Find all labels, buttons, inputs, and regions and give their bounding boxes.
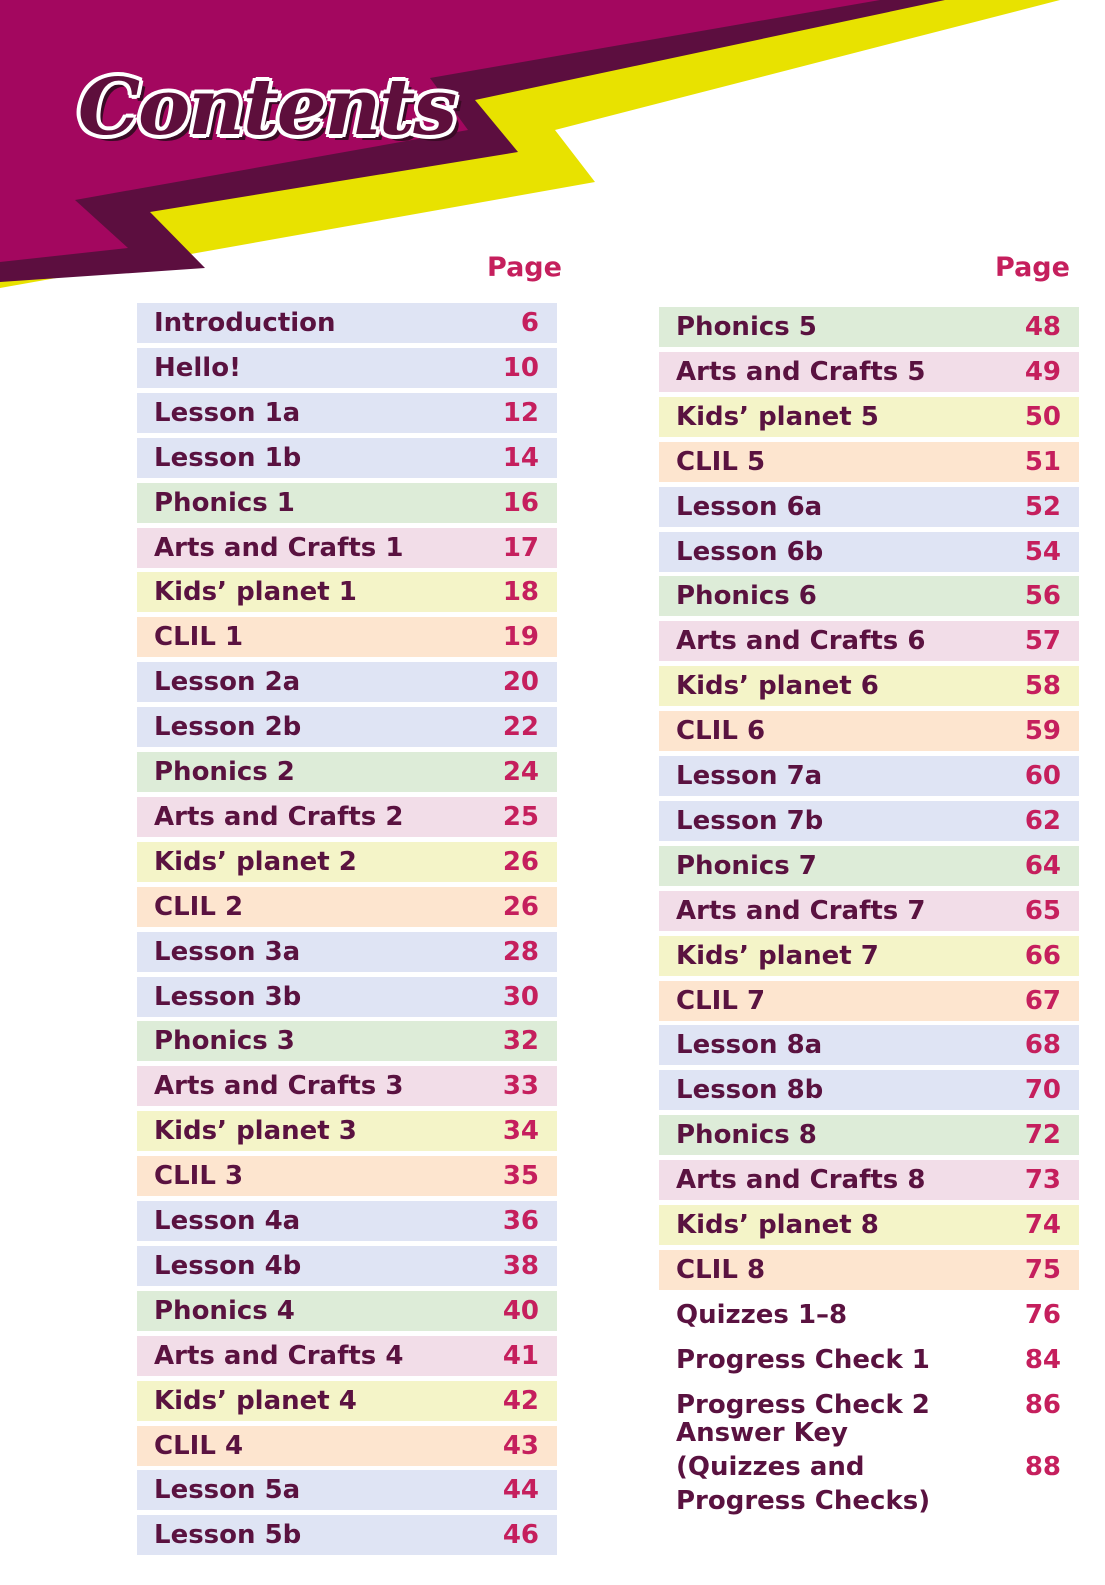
contents-row-label: Kids’ planet 7 [676,940,879,971]
contents-row-label: Quizzes 1–8 [676,1299,848,1330]
contents-row [137,662,557,702]
contents-row [659,1340,1079,1380]
contents-row-label: Phonics 6 [676,581,817,612]
contents-row [659,1160,1079,1200]
contents-row-label: Lesson 7a [676,761,823,791]
contents-row [137,348,557,388]
contents-row-page-number: 59 [1024,716,1061,747]
contents-row-page-number: 41 [502,1340,539,1371]
contents-row-label: Lesson 2b [154,712,302,743]
contents-row [137,707,557,747]
contents-row-label: Arts and Crafts 3 [154,1071,404,1102]
contents-row-page-number: 17 [502,532,539,563]
contents-row-label: CLIL 4 [154,1430,244,1461]
contents-row-page-number: 75 [1024,1254,1061,1285]
contents-row-page-number: 24 [502,757,539,787]
contents-row-page-number: 62 [1024,805,1061,836]
contents-row-label: Lesson 2a [154,667,301,698]
contents-row-label: Kids’ planet 6 [676,671,879,702]
contents-row [137,483,557,523]
contents-row-page-number: 33 [502,1071,539,1102]
contents-row-page-number: 16 [502,487,539,518]
contents-row-page-number: 66 [1024,940,1061,971]
contents-row [137,617,557,657]
contents-row-page-number: 30 [502,981,539,1012]
contents-row-label: Lesson 6a [676,491,823,522]
contents-row-page-number: 18 [502,577,539,608]
contents-row-page-number: 70 [1024,1075,1061,1106]
contents-row-label: Phonics 2 [154,757,295,787]
contents-row-label: Kids’ planet 4 [154,1385,357,1416]
contents-row-label: CLIL 5 [676,446,766,477]
contents-row-page-number: 43 [502,1430,539,1461]
contents-row-page-number: 28 [502,936,539,967]
contents-row [659,1025,1079,1065]
contents-row-label: Kids’ planet 5 [676,401,879,432]
contents-row [137,842,557,882]
contents-row [137,438,557,478]
contents-row-page-number: 50 [1024,401,1061,432]
contents-row-label: Kids’ planet 2 [154,846,357,877]
contents-row [659,1295,1079,1335]
contents-row [659,576,1079,616]
contents-row [659,487,1079,527]
contents-row-label: Answer Key (Quizzes and Progress Checks) [676,1417,931,1516]
contents-row-label: Phonics 1 [154,487,295,518]
contents-row-label: Lesson 3b [154,981,302,1012]
contents-row [137,1515,557,1555]
contents-row-label: Phonics 4 [154,1295,295,1326]
contents-row-label: Introduction [154,308,336,338]
contents-row-page-number: 51 [1024,446,1061,477]
contents-row [659,846,1079,886]
contents-row-label: Kids’ planet 1 [154,577,357,608]
contents-row [137,393,557,433]
contents-row-page-number: 42 [502,1385,539,1416]
contents-row [137,1201,557,1241]
contents-row [137,752,557,792]
contents-row [659,621,1079,661]
contents-row-page-number: 32 [502,1026,539,1057]
contents-row [659,442,1079,482]
contents-row-page-number: 6 [520,308,539,338]
contents-row-page-number: 20 [502,667,539,698]
contents-row-page-number: 22 [502,712,539,743]
contents-row-page-number: 48 [1024,312,1061,342]
contents-row [659,1250,1079,1290]
contents-row-page-number: 54 [1024,536,1061,567]
contents-row-label: Kids’ planet 8 [676,1210,879,1240]
contents-row [659,1417,1079,1516]
contents-row [659,352,1079,392]
contents-row-label: Arts and Crafts 4 [154,1340,404,1371]
contents-row-label: Arts and Crafts 2 [154,801,404,832]
contents-row-label: Lesson 1b [154,442,302,473]
contents-row-label: Kids’ planet 3 [154,1116,357,1147]
contents-row-page-number: 67 [1024,985,1061,1016]
contents-row [659,936,1079,976]
contents-row [137,528,557,568]
contents-row-page-number: 26 [502,891,539,922]
contents-row-page-number: 84 [1024,1344,1061,1375]
contents-row-label: Phonics 8 [676,1120,817,1151]
contents-row [137,1111,557,1151]
page-column-header-right: Page [995,252,1070,283]
contents-row-page-number: 68 [1024,1030,1061,1061]
contents-row-label: Phonics 5 [676,312,817,342]
contents-row-page-number: 14 [502,442,539,473]
contents-row-page-number: 35 [502,1161,539,1192]
contents-row-label: CLIL 3 [154,1161,244,1192]
page-title: Contents [78,62,456,153]
contents-row-page-number: 60 [1024,761,1061,791]
contents-row [137,1021,557,1061]
contents-row-page-number: 25 [502,801,539,832]
contents-row [137,1066,557,1106]
contents-row-label: Arts and Crafts 5 [676,356,926,387]
contents-row [137,1470,557,1510]
contents-row [659,981,1079,1021]
contents-row [659,756,1079,796]
contents-row [137,1426,557,1466]
contents-row-page-number: 12 [502,397,539,428]
page-column-header-left: Page [487,252,562,283]
contents-row-page-number: 40 [502,1295,539,1326]
contents-row-label: Lesson 5a [154,1475,301,1506]
contents-row [659,532,1079,572]
contents-row-page-number: 46 [502,1520,539,1551]
contents-row [137,1336,557,1376]
contents-row-label: Progress Check 2 [676,1389,930,1420]
contents-row [659,891,1079,931]
contents-row-label: Hello! [154,352,241,383]
contents-row [137,1156,557,1196]
contents-row-label: CLIL 7 [676,985,766,1016]
contents-row-page-number: 19 [502,622,539,653]
contents-row-page-number: 52 [1024,491,1061,522]
contents-row [659,307,1079,347]
contents-row-label: Lesson 5b [154,1520,302,1551]
contents-row-page-number: 36 [502,1206,539,1236]
contents-row-label: Lesson 4b [154,1250,302,1281]
contents-row [137,1381,557,1421]
contents-row-label: CLIL 8 [676,1254,766,1285]
contents-row-page-number: 72 [1024,1120,1061,1151]
contents-row [137,1291,557,1331]
contents-row-page-number: 10 [502,352,539,383]
contents-row-label: Lesson 7b [676,805,824,836]
contents-row-page-number: 34 [502,1116,539,1147]
contents-row-page-number: 74 [1024,1210,1061,1240]
contents-row [659,801,1079,841]
contents-row [659,1115,1079,1155]
contents-row-label: Progress Check 1 [676,1344,930,1375]
contents-row-label: Phonics 3 [154,1026,295,1057]
contents-row-page-number: 88 [1024,1451,1061,1482]
contents-row-label: Lesson 3a [154,936,301,967]
contents-row-label: CLIL 1 [154,622,244,653]
contents-row-page-number: 49 [1024,356,1061,387]
contents-row [137,797,557,837]
contents-row [659,397,1079,437]
contents-row-label: Phonics 7 [676,850,817,881]
contents-row-label: Lesson 8a [676,1030,823,1061]
contents-row [137,887,557,927]
contents-row-label: Lesson 1a [154,397,301,428]
contents-row-label: Lesson 6b [676,536,824,567]
contents-row-label: Arts and Crafts 1 [154,532,404,563]
contents-row [659,666,1079,706]
contents-row-page-number: 76 [1024,1299,1061,1330]
contents-row-label: Arts and Crafts 6 [676,626,926,657]
contents-row-label: CLIL 6 [676,716,766,747]
contents-row [659,711,1079,751]
contents-row-page-number: 57 [1024,626,1061,657]
contents-row-label: Arts and Crafts 8 [676,1165,926,1196]
contents-row [137,1246,557,1286]
contents-row-page-number: 86 [1024,1389,1061,1420]
contents-row [137,303,557,343]
contents-row [137,932,557,972]
contents-row [137,977,557,1017]
contents-row [137,572,557,612]
contents-row-page-number: 65 [1024,895,1061,926]
contents-row-page-number: 58 [1024,671,1061,702]
contents-row-label: CLIL 2 [154,891,244,922]
contents-row-label: Arts and Crafts 7 [676,895,926,926]
contents-row-label: Lesson 8b [676,1075,824,1106]
contents-row-page-number: 56 [1024,581,1061,612]
contents-row-page-number: 64 [1024,850,1061,881]
contents-row [659,1070,1079,1110]
contents-row-page-number: 73 [1024,1165,1061,1196]
contents-row-label: Lesson 4a [154,1206,301,1236]
contents-row-page-number: 44 [502,1475,539,1506]
contents-row-page-number: 38 [502,1250,539,1281]
contents-row-page-number: 26 [502,846,539,877]
contents-row [659,1205,1079,1245]
